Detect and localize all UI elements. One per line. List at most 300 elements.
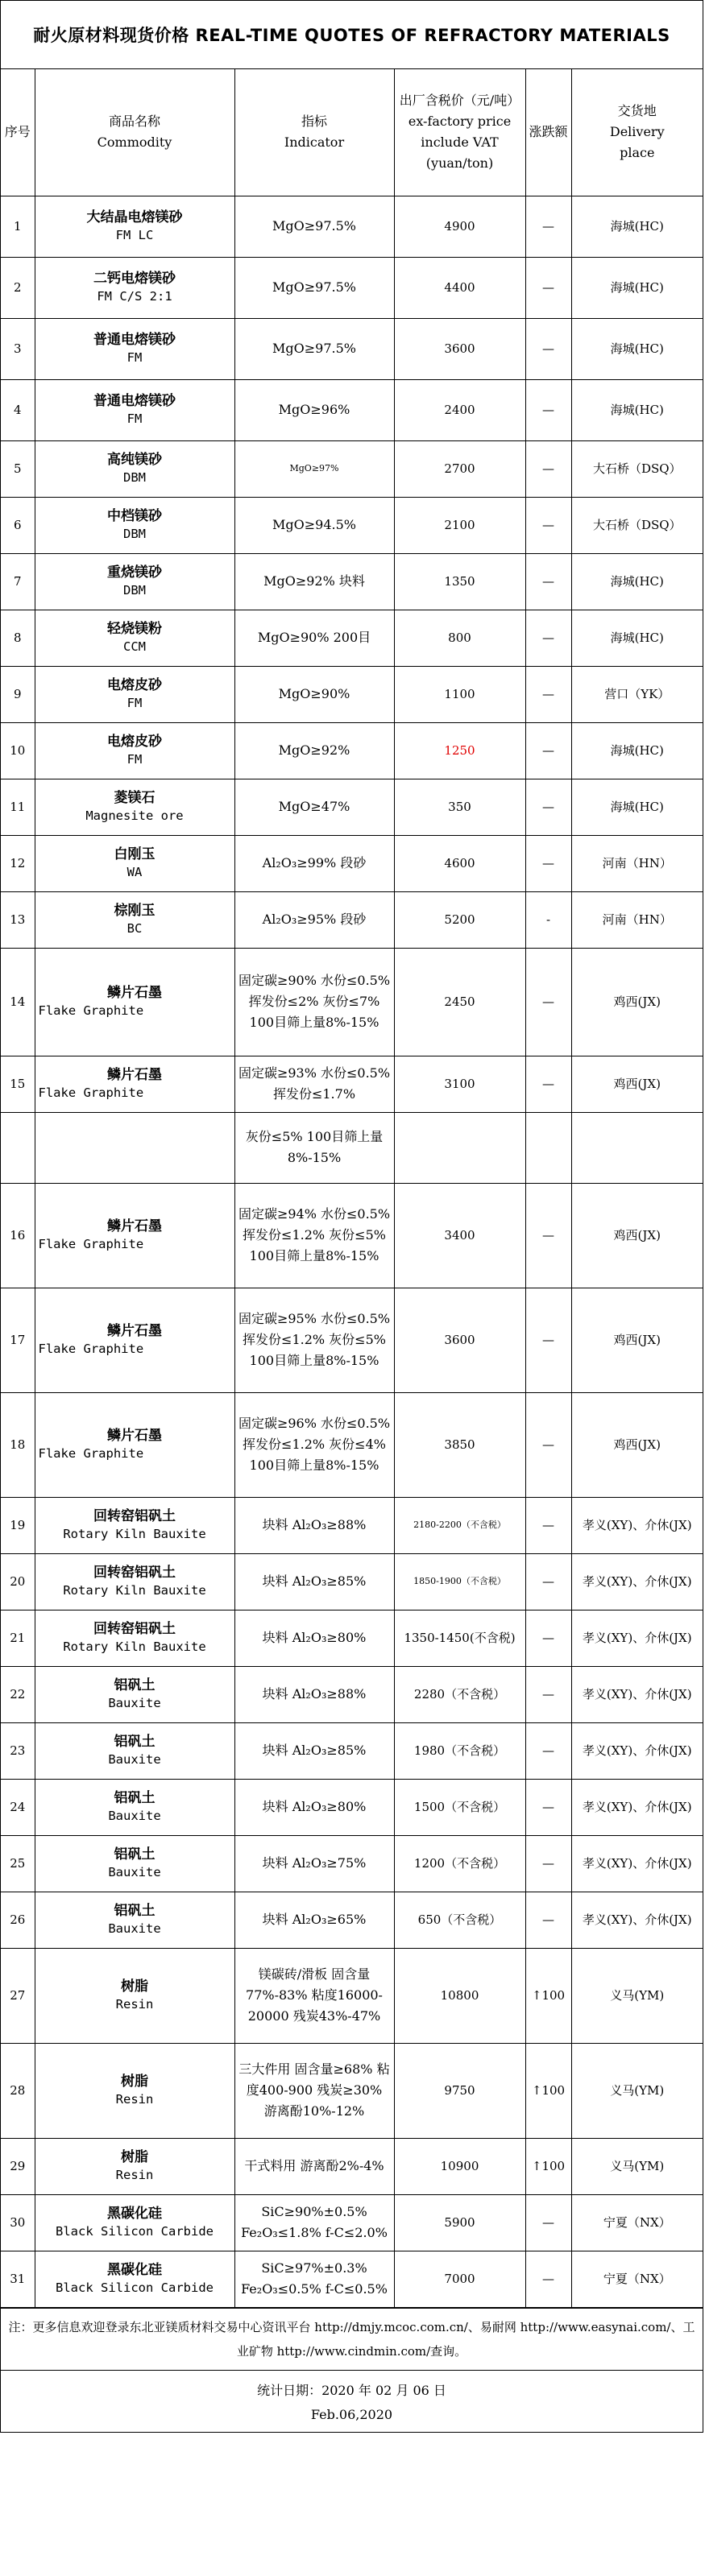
commodity-zh: 树脂	[121, 1979, 148, 1995]
commodity-zh: 大结晶电熔镁砂	[86, 209, 183, 225]
row-place: 海城(HC)	[571, 196, 703, 257]
table-row	[1, 1610, 703, 1666]
header-price-en1: ex-factory price	[408, 114, 512, 130]
table-row	[1, 835, 703, 891]
row-indicator: 块料 Al₂O₃≥65%	[234, 1892, 394, 1948]
commodity-en: DBM	[123, 470, 146, 485]
row-change: —	[525, 1288, 571, 1392]
row-change: ↑100	[525, 2138, 571, 2194]
row-commodity	[35, 1610, 234, 1666]
row-place: 海城(HC)	[571, 379, 703, 440]
row-commodity	[35, 318, 234, 379]
row-place: 鸡西(JX)	[571, 1056, 703, 1112]
row-no: 18	[1, 1392, 35, 1497]
header-place	[571, 69, 703, 196]
row-price: 1980（不含税）	[394, 1722, 525, 1779]
table-row	[1, 1183, 703, 1288]
table-row	[1, 779, 703, 835]
header-change: 涨跌额	[525, 69, 571, 196]
row-change: —	[525, 1892, 571, 1948]
header-row	[1, 69, 703, 196]
row-indicator: 块料 Al₂O₃≥80%	[234, 1779, 394, 1835]
table-row	[1, 1497, 703, 1553]
row-commodity	[35, 1392, 234, 1497]
row-change: —	[525, 1056, 571, 1112]
table-row	[1, 722, 703, 779]
row-indicator: 灰份≤5% 100目筛上量8%-15%	[234, 1112, 394, 1183]
row-place: 大石桥（DSQ）	[571, 440, 703, 497]
header-price	[394, 69, 525, 196]
header-place-en1: Delivery	[609, 124, 665, 140]
row-no: 6	[1, 497, 35, 553]
row-indicator: MgO≥94.5%	[234, 497, 394, 553]
commodity-en: FM	[126, 752, 143, 767]
row-no: 12	[1, 835, 35, 891]
row-commodity	[35, 1183, 234, 1288]
row-indicator: 块料 Al₂O₃≥88%	[234, 1666, 394, 1722]
row-no	[1, 1112, 35, 1183]
row-indicator: 镁碳砖/滑板 固含量77%-83% 粘度16000-20000 残炭43%-47%	[234, 1948, 394, 2043]
row-change: —	[525, 553, 571, 610]
commodity-en: Bauxite	[108, 1809, 161, 1823]
commodity-en: Flake Graphite	[38, 1446, 144, 1461]
row-place: 孝义(XY)、介休(JX)	[571, 1722, 703, 1779]
row-no: 20	[1, 1553, 35, 1610]
row-no: 15	[1, 1056, 35, 1112]
header-price-zh: 出厂含税价（元/吨）	[399, 93, 520, 109]
commodity-zh: 白刚玉	[114, 846, 156, 862]
row-place: 孝义(XY)、介休(JX)	[571, 1610, 703, 1666]
row-change: —	[525, 666, 571, 722]
row-place: 鸡西(JX)	[571, 1183, 703, 1288]
row-change: ↑100	[525, 1948, 571, 2043]
row-change	[525, 1112, 571, 1183]
row-no: 13	[1, 891, 35, 948]
commodity-zh: 回转窑铝矾土	[93, 1508, 176, 1524]
row-place: 大石桥（DSQ）	[571, 497, 703, 553]
header-commodity-en: Commodity	[97, 134, 172, 151]
row-no: 8	[1, 610, 35, 666]
row-place: 义马(YM)	[571, 1948, 703, 2043]
table-row	[1, 1392, 703, 1497]
row-indicator: 固定碳≥93% 水份≤0.5% 挥发份≤1.7%	[234, 1056, 394, 1112]
row-change: —	[525, 1835, 571, 1892]
row-indicator: MgO≥96%	[234, 379, 394, 440]
header-indicator-zh: 指标	[301, 114, 327, 130]
commodity-en: Black Silicon Carbide	[56, 2224, 214, 2239]
row-no: 10	[1, 722, 35, 779]
row-commodity	[35, 1497, 234, 1553]
row-change: —	[525, 1553, 571, 1610]
commodity-zh: 黑碳化硅	[107, 2262, 162, 2278]
table-row	[1, 2043, 703, 2138]
row-commodity	[35, 891, 234, 948]
commodity-zh: 铝矾土	[114, 1903, 156, 1919]
row-commodity	[35, 2043, 234, 2138]
row-price: 7000	[394, 2251, 525, 2307]
table-row	[1, 257, 703, 318]
table-row	[1, 2138, 703, 2194]
row-no: 25	[1, 1835, 35, 1892]
table-row	[1, 1666, 703, 1722]
row-change: —	[525, 497, 571, 553]
header-place-en2: place	[620, 145, 655, 161]
table-row	[1, 1288, 703, 1392]
row-indicator: 块料 Al₂O₃≥80%	[234, 1610, 394, 1666]
row-indicator: MgO≥97%	[234, 440, 394, 497]
table-row	[1, 948, 703, 1056]
row-price: 2100	[394, 497, 525, 553]
row-indicator: 块料 Al₂O₃≥88%	[234, 1497, 394, 1553]
row-change: —	[525, 779, 571, 835]
commodity-zh: 回转窑铝矾土	[93, 1621, 176, 1637]
row-commodity	[35, 497, 234, 553]
table-row	[1, 1948, 703, 2043]
table-row	[1, 196, 703, 257]
row-price: 4400	[394, 257, 525, 318]
row-place: 宁夏（NX）	[571, 2251, 703, 2307]
commodity-zh: 铝矾土	[114, 1846, 156, 1863]
row-indicator: 三大件用 固含量≥68% 粘度400-900 残炭≥30% 游离酚10%-12%	[234, 2043, 394, 2138]
commodity-zh: 树脂	[121, 2149, 148, 2165]
row-place: 海城(HC)	[571, 318, 703, 379]
row-price	[394, 1112, 525, 1183]
row-place: 孝义(XY)、介休(JX)	[571, 1835, 703, 1892]
commodity-en: Bauxite	[108, 1865, 161, 1879]
row-commodity	[35, 1779, 234, 1835]
row-place: 营口（YK）	[571, 666, 703, 722]
row-place	[571, 1112, 703, 1183]
row-indicator: MgO≥97.5%	[234, 257, 394, 318]
commodity-en: Resin	[115, 2092, 154, 2107]
row-price: 350	[394, 779, 525, 835]
commodity-en: FM C/S 2:1	[97, 289, 172, 304]
row-price: 650（不含税）	[394, 1892, 525, 1948]
commodity-en: FM	[126, 696, 143, 710]
row-place: 海城(HC)	[571, 779, 703, 835]
commodity-zh: 普通电熔镁砂	[93, 393, 176, 409]
row-indicator: MgO≥90% 200目	[234, 610, 394, 666]
row-no: 16	[1, 1183, 35, 1288]
commodity-zh: 电熔皮砂	[107, 677, 162, 693]
row-change: —	[525, 379, 571, 440]
row-commodity	[35, 1112, 234, 1183]
commodity-en: Rotary Kiln Bauxite	[63, 1639, 206, 1654]
row-price: 3600	[394, 1288, 525, 1392]
commodity-zh: 鳞片石墨	[107, 985, 162, 1001]
table-row	[1, 2251, 703, 2307]
row-price: 3100	[394, 1056, 525, 1112]
row-indicator: 固定碳≥90% 水份≤0.5% 挥发份≤2% 灰份≤7% 100目筛上量8%-15%	[234, 948, 394, 1056]
row-place: 宁夏（NX）	[571, 2194, 703, 2251]
row-no: 5	[1, 440, 35, 497]
row-commodity	[35, 2194, 234, 2251]
row-commodity	[35, 1288, 234, 1392]
row-no: 22	[1, 1666, 35, 1722]
row-price: 1250	[394, 722, 525, 779]
row-price: 5200	[394, 891, 525, 948]
row-indicator: 块料 Al₂O₃≥85%	[234, 1553, 394, 1610]
row-change: —	[525, 1610, 571, 1666]
commodity-zh: 铝矾土	[114, 1677, 156, 1693]
row-price: 1350	[394, 553, 525, 610]
row-change: -	[525, 891, 571, 948]
table-row	[1, 1892, 703, 1948]
row-place: 鸡西(JX)	[571, 1392, 703, 1497]
row-commodity	[35, 948, 234, 1056]
row-change: —	[525, 2194, 571, 2251]
table-row	[1, 1112, 703, 1183]
row-indicator: MgO≥47%	[234, 779, 394, 835]
row-change: —	[525, 1497, 571, 1553]
commodity-zh: 铝矾土	[114, 1790, 156, 1806]
commodity-zh: 棕刚玉	[114, 903, 156, 919]
row-no: 28	[1, 2043, 35, 2138]
row-price: 10800	[394, 1948, 525, 2043]
commodity-zh: 普通电熔镁砂	[93, 332, 176, 348]
header-price-en3: (yuan/ton)	[425, 155, 494, 172]
row-change: ↑100	[525, 2043, 571, 2138]
price-table	[1, 69, 703, 2308]
row-indicator: 固定碳≥96% 水份≤0.5% 挥发份≤1.2% 灰份≤4% 100目筛上量8%-15%	[234, 1392, 394, 1497]
row-indicator: MgO≥90%	[234, 666, 394, 722]
row-change: —	[525, 948, 571, 1056]
row-commodity	[35, 1722, 234, 1779]
row-price: 1200（不含税）	[394, 1835, 525, 1892]
commodity-zh: 轻烧镁粉	[107, 621, 162, 637]
commodity-zh: 鳞片石墨	[107, 1323, 162, 1339]
row-no: 14	[1, 948, 35, 1056]
row-no: 30	[1, 2194, 35, 2251]
commodity-en: FM	[126, 411, 143, 426]
table-row	[1, 1835, 703, 1892]
row-place: 孝义(XY)、介休(JX)	[571, 1497, 703, 1553]
commodity-zh: 鳞片石墨	[107, 1218, 162, 1234]
row-commodity	[35, 1835, 234, 1892]
row-commodity	[35, 379, 234, 440]
row-place: 孝义(XY)、介休(JX)	[571, 1892, 703, 1948]
commodity-zh: 高纯镁砂	[107, 452, 162, 468]
row-indicator: 干式料用 游离酚2%-4%	[234, 2138, 394, 2194]
row-change: —	[525, 1392, 571, 1497]
table-row	[1, 379, 703, 440]
row-no: 19	[1, 1497, 35, 1553]
row-place: 河南（HN）	[571, 835, 703, 891]
row-no: 21	[1, 1610, 35, 1666]
row-change: —	[525, 196, 571, 257]
commodity-en: Bauxite	[108, 1696, 161, 1710]
row-price: 5900	[394, 2194, 525, 2251]
commodity-en: Flake Graphite	[38, 1342, 144, 1356]
row-indicator: MgO≥92% 块料	[234, 553, 394, 610]
row-place: 河南（HN）	[571, 891, 703, 948]
row-commodity	[35, 610, 234, 666]
row-change: —	[525, 1779, 571, 1835]
commodity-zh: 铝矾土	[114, 1734, 156, 1750]
table-row	[1, 2194, 703, 2251]
row-indicator: 固定碳≥94% 水份≤0.5% 挥发份≤1.2% 灰份≤5% 100目筛上量8%-15%	[234, 1183, 394, 1288]
table-row	[1, 1553, 703, 1610]
row-price: 2400	[394, 379, 525, 440]
commodity-en: Rotary Kiln Bauxite	[63, 1527, 206, 1541]
row-commodity	[35, 1666, 234, 1722]
row-price: 9750	[394, 2043, 525, 2138]
row-no: 17	[1, 1288, 35, 1392]
row-indicator: MgO≥97.5%	[234, 196, 394, 257]
row-place: 孝义(XY)、介休(JX)	[571, 1666, 703, 1722]
row-place: 鸡西(JX)	[571, 1288, 703, 1392]
commodity-zh: 鳞片石墨	[107, 1067, 162, 1083]
commodity-en: Magnesite ore	[85, 808, 184, 823]
row-change: —	[525, 1183, 571, 1288]
row-no: 26	[1, 1892, 35, 1948]
commodity-zh: 重烧镁砂	[107, 564, 162, 581]
row-price: 3600	[394, 318, 525, 379]
row-commodity	[35, 440, 234, 497]
commodity-zh: 树脂	[121, 2074, 148, 2090]
row-commodity	[35, 722, 234, 779]
row-change: —	[525, 440, 571, 497]
row-indicator: 块料 Al₂O₃≥85%	[234, 1722, 394, 1779]
row-indicator: MgO≥97.5%	[234, 318, 394, 379]
table-row	[1, 497, 703, 553]
commodity-en: Resin	[115, 2168, 154, 2182]
row-no: 24	[1, 1779, 35, 1835]
row-change: —	[525, 610, 571, 666]
commodity-en: FM	[126, 350, 143, 365]
row-place: 海城(HC)	[571, 553, 703, 610]
commodity-zh: 中档镁砂	[107, 508, 162, 524]
row-change: —	[525, 1722, 571, 1779]
table-row	[1, 666, 703, 722]
header-indicator-en: Indicator	[284, 134, 345, 151]
row-change: —	[525, 2251, 571, 2307]
commodity-zh: 回转窑铝矾土	[93, 1565, 176, 1581]
row-place: 孝义(XY)、介休(JX)	[571, 1553, 703, 1610]
row-price: 1500（不含税）	[394, 1779, 525, 1835]
table-row	[1, 553, 703, 610]
row-place: 义马(YM)	[571, 2043, 703, 2138]
row-commodity	[35, 779, 234, 835]
header-no: 序号	[1, 69, 35, 196]
row-change: —	[525, 835, 571, 891]
commodity-en: DBM	[123, 527, 146, 541]
commodity-en: Rotary Kiln Bauxite	[63, 1583, 206, 1598]
commodity-en: FM LC	[115, 228, 154, 242]
commodity-zh: 鳞片石墨	[107, 1428, 162, 1444]
row-indicator: Al₂O₃≥99% 段砂	[234, 835, 394, 891]
row-commodity	[35, 1892, 234, 1948]
row-commodity	[35, 2251, 234, 2307]
row-commodity	[35, 1948, 234, 2043]
row-price: 2700	[394, 440, 525, 497]
row-indicator: MgO≥92%	[234, 722, 394, 779]
footer-note: 注：更多信息欢迎登录东北亚镁质材料交易中心资讯平台 http://dmjy.mcoc.com.cn/、易耐网 http://www.easynai.com/、工业矿物 http://www.cindmin.com/查询。	[1, 2308, 703, 2370]
row-commodity	[35, 257, 234, 318]
page-title: 耐火原材料现货价格 REAL-TIME QUOTES OF REFRACTORY MATERIALS	[1, 1, 703, 69]
date-zh: 统计日期：2020 年 02 月 06 日	[257, 2382, 446, 2398]
row-no: 23	[1, 1722, 35, 1779]
row-no: 31	[1, 2251, 35, 2307]
row-change: —	[525, 1666, 571, 1722]
row-no: 3	[1, 318, 35, 379]
row-commodity	[35, 196, 234, 257]
header-price-en2: include VAT	[421, 134, 499, 151]
row-place: 孝义(XY)、介休(JX)	[571, 1779, 703, 1835]
row-indicator: 块料 Al₂O₃≥75%	[234, 1835, 394, 1892]
row-price: 1350-1450(不含税)	[394, 1610, 525, 1666]
table-row	[1, 318, 703, 379]
table-body	[1, 196, 703, 2307]
row-indicator: SiC≥97%±0.3% Fe₂O₃≤0.5% f-C≤0.5%	[234, 2251, 394, 2307]
row-place: 海城(HC)	[571, 257, 703, 318]
row-price: 4600	[394, 835, 525, 891]
row-place: 鸡西(JX)	[571, 948, 703, 1056]
row-commodity	[35, 1056, 234, 1112]
table-row	[1, 440, 703, 497]
row-price: 1100	[394, 666, 525, 722]
row-commodity	[35, 2138, 234, 2194]
row-indicator: 固定碳≥95% 水份≤0.5% 挥发份≤1.2% 灰份≤5% 100目筛上量8%-15%	[234, 1288, 394, 1392]
row-commodity	[35, 553, 234, 610]
commodity-en: Bauxite	[108, 1752, 161, 1767]
row-place: 海城(HC)	[571, 610, 703, 666]
commodity-en: CCM	[123, 639, 146, 654]
row-indicator: Al₂O₃≥95% 段砂	[234, 891, 394, 948]
commodity-zh: 黑碳化硅	[107, 2206, 162, 2222]
commodity-en: Flake Graphite	[38, 1003, 144, 1018]
row-no: 27	[1, 1948, 35, 2043]
commodity-zh: 二钙电熔镁砂	[93, 271, 176, 287]
row-price: 2450	[394, 948, 525, 1056]
commodity-en: Resin	[115, 1997, 154, 2012]
row-no: 7	[1, 553, 35, 610]
row-no: 9	[1, 666, 35, 722]
row-price: 10900	[394, 2138, 525, 2194]
footer-date	[1, 2370, 703, 2432]
table-row	[1, 1056, 703, 1112]
row-price: 3400	[394, 1183, 525, 1288]
row-change: —	[525, 722, 571, 779]
row-price: 3850	[394, 1392, 525, 1497]
row-commodity	[35, 835, 234, 891]
date-en: Feb.06,2020	[310, 2406, 393, 2422]
table-row	[1, 1779, 703, 1835]
row-price: 800	[394, 610, 525, 666]
commodity-en: BC	[126, 921, 143, 936]
row-change: —	[525, 257, 571, 318]
commodity-en: WA	[126, 865, 143, 879]
row-no: 1	[1, 196, 35, 257]
row-price: 2180-2200（不含税）	[394, 1497, 525, 1553]
commodity-en: Flake Graphite	[38, 1237, 144, 1251]
row-indicator: SiC≥90%±0.5% Fe₂O₃≤1.8% f-C≤2.0%	[234, 2194, 394, 2251]
header-commodity	[35, 69, 234, 196]
table-row	[1, 610, 703, 666]
row-price: 4900	[394, 196, 525, 257]
commodity-zh: 菱镁石	[114, 790, 156, 806]
table-row	[1, 1722, 703, 1779]
table-row	[1, 891, 703, 948]
row-place: 义马(YM)	[571, 2138, 703, 2194]
row-commodity	[35, 1553, 234, 1610]
commodity-en: DBM	[123, 583, 146, 597]
row-commodity	[35, 666, 234, 722]
row-change: —	[525, 318, 571, 379]
row-no: 29	[1, 2138, 35, 2194]
row-place: 海城(HC)	[571, 722, 703, 779]
row-price: 1850-1900（不含税）	[394, 1553, 525, 1610]
